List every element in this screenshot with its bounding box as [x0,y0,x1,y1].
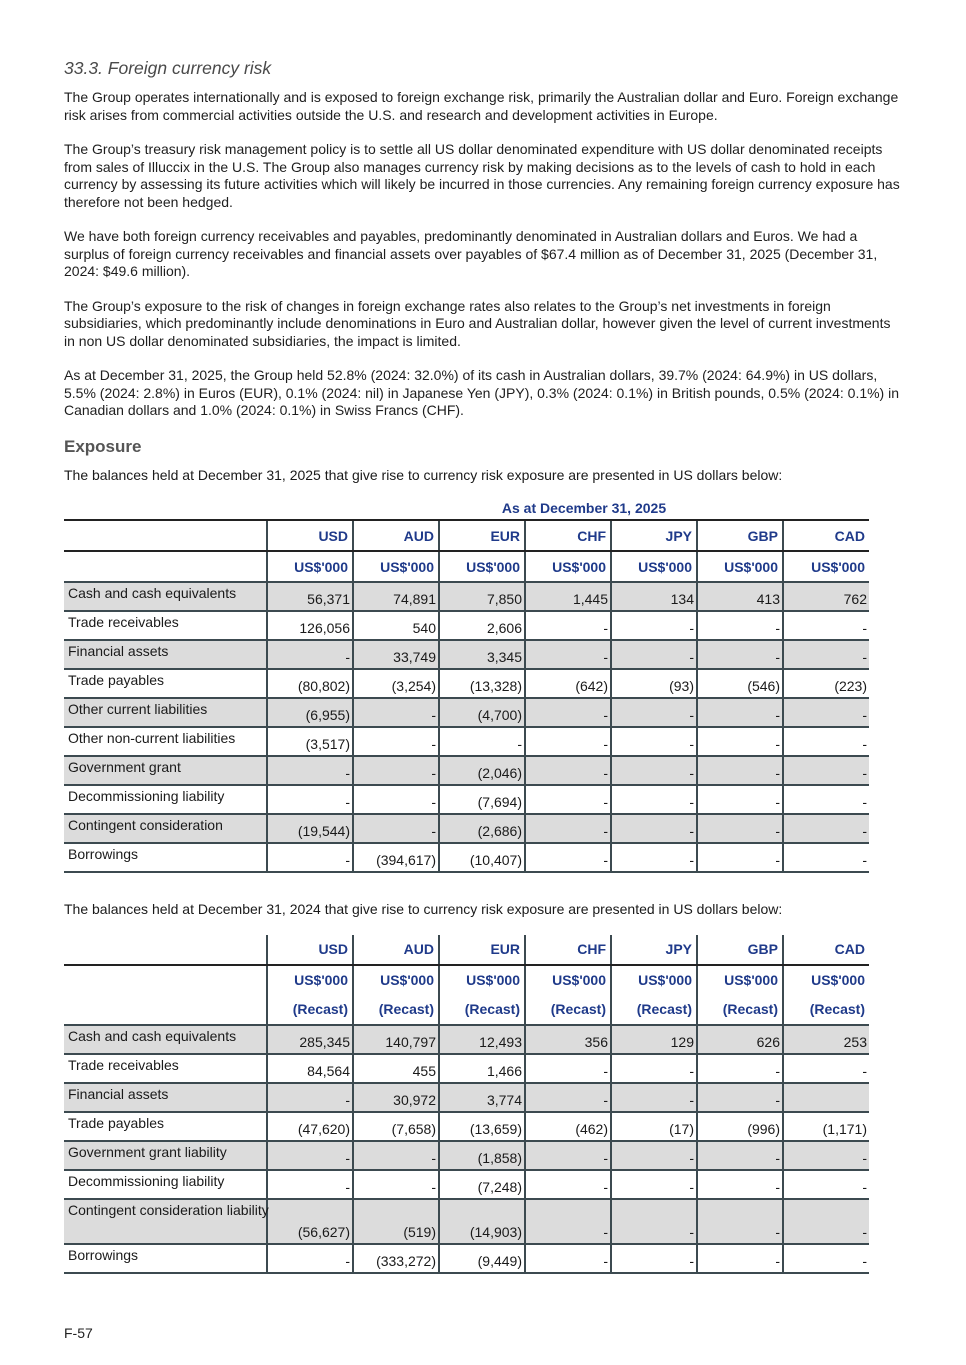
cell-usd: (47,620) [267,1112,353,1141]
table-row [64,814,869,843]
table-row [64,1170,869,1199]
column-header-currencies: AUD [353,935,439,965]
cell-aud: (7,658) [353,1112,439,1141]
row-label: Borrowings [64,843,267,872]
table-row [64,843,869,872]
paragraph-5: As at December 31, 2025, the Group held 52.8% (2024: 32.0%) of its cash in Australian dollars, 39.7% (2024: 64.9%) in US dollars, 5.5% (2024: 2.8%) in Euros (EUR), 0.1% (2024: nil) in Japanese Yen (JPY), 0.3% (2024: 0.1%) in British pounds, 0.5% (2024: 0.1%) in Canadian dollars and 1.0% (2024: 0.1%) in Swiss Francs (CHF). [64,367,900,418]
document-page [64,58,904,1274]
row-label: Financial assets [64,1083,267,1112]
cell-aud: - [353,785,439,814]
table-row [64,669,869,698]
table-header-row [64,551,869,582]
column-header-currencies: USD [267,935,353,965]
column-header-currencies: GBP [697,935,783,965]
column-header-units: US$'000 [439,551,525,582]
cell-chf: - [525,640,611,669]
cell-gbp: 413 [697,582,783,611]
cell-chf: - [525,1199,611,1244]
cell-gbp: - [697,1141,783,1170]
cell-gbp: - [697,1054,783,1083]
cell-eur: 2,606 [439,611,525,640]
cell-cad: - [783,814,869,843]
page-number: F-57 [64,1325,93,1341]
column-header-currencies: CAD [783,520,869,551]
cell-usd: 126,056 [267,611,353,640]
cell-eur: (2,046) [439,756,525,785]
cell-cad: - [783,727,869,756]
cell-gbp: - [697,785,783,814]
column-header-currencies: JPY [611,935,697,965]
header-blank-cell [64,520,267,551]
table-header-row [64,965,869,995]
cell-chf: - [525,698,611,727]
cell-usd: - [267,1170,353,1199]
cell-jpy: - [611,1083,697,1112]
cell-aud: 455 [353,1054,439,1083]
column-header-currencies: GBP [697,520,783,551]
column-header-currencies: CHF [525,520,611,551]
cell-gbp: (546) [697,669,783,698]
cell-jpy: - [611,785,697,814]
cell-gbp: - [697,1244,783,1273]
cell-usd: (6,955) [267,698,353,727]
cell-jpy: (17) [611,1112,697,1141]
table-row [64,1141,869,1170]
cell-jpy: - [611,727,697,756]
cell-jpy: - [611,1199,697,1244]
table-row [64,785,869,814]
cell-gbp: - [697,640,783,669]
cell-cad: - [783,1244,869,1273]
cell-eur: (9,449) [439,1244,525,1273]
cell-jpy: 129 [611,1025,697,1054]
cell-aud: - [353,1170,439,1199]
section-title: 33.3. Foreign currency risk [64,58,272,78]
cell-cad: - [783,1199,869,1244]
cell-gbp: 626 [697,1025,783,1054]
paragraph-3: We have both foreign currency receivables and payables, predominantly denominated in Australian dollars and Euros. We had a surplus of foreign currency receivables and financial assets over payables of $67.4 million as of December 31, 2025 (December 31, 2024: $49.6 million). [64,228,878,279]
cell-eur: (2,686) [439,814,525,843]
cell-gbp: - [697,1170,783,1199]
row-label: Decommissioning liability [64,785,267,814]
table-row [64,1083,869,1112]
cell-aud: (394,617) [353,843,439,872]
column-header-units: US$'000 [611,965,697,995]
table-row [64,1244,869,1273]
exposure-table-2025 [64,519,869,873]
header-blank-cell [64,935,267,965]
cell-jpy: - [611,756,697,785]
cell-aud: - [353,698,439,727]
row-label: Trade payables [64,669,267,698]
paragraph-2: The Group’s treasury risk management policy is to settle all US dollar denominated expenditure with US dollar denominated receipts from sales of Illuccix in the U.S. The Group also manages currency risk by making decisions as to the levels of cash to hold in each currency by assessing its future activities which will likely be incurred in those currencies. Any remaining foreign currency exposure has therefore not been hedged. [64,141,900,210]
cell-gbp: - [697,698,783,727]
cell-usd: (80,802) [267,669,353,698]
cell-usd: 84,564 [267,1054,353,1083]
column-header-units: US$'000 [697,551,783,582]
cell-usd: - [267,1083,353,1112]
cell-aud: 540 [353,611,439,640]
column-header-recast: (Recast) [611,995,697,1025]
row-label: Financial assets [64,640,267,669]
row-label: Contingent consideration [64,814,267,843]
cell-aud: 33,749 [353,640,439,669]
cell-eur: (7,694) [439,785,525,814]
cell-chf: - [525,1083,611,1112]
cell-usd: (56,627) [267,1199,353,1244]
column-header-units: US$'000 [353,965,439,995]
cell-jpy: - [611,843,697,872]
cell-chf: - [525,814,611,843]
table-header-row [64,520,869,551]
cell-gbp: - [697,1199,783,1244]
cell-chf: - [525,1170,611,1199]
cell-usd: - [267,756,353,785]
column-header-recast: (Recast) [353,995,439,1025]
cell-eur: (13,659) [439,1112,525,1141]
cell-gbp: - [697,756,783,785]
cell-aud: - [353,727,439,756]
table-row [64,1112,869,1141]
cell-eur: (14,903) [439,1199,525,1244]
column-header-currencies: CAD [783,935,869,965]
cell-gbp: - [697,1083,783,1112]
column-header-units: US$'000 [353,551,439,582]
header-blank-cell [64,965,267,995]
cell-gbp: - [697,727,783,756]
cell-usd: - [267,640,353,669]
column-header-units: US$'000 [525,551,611,582]
exposure-intro-2024: The balances held at December 31, 2024 that give rise to currency risk exposure are presented in US dollars below: [64,901,783,917]
cell-chf: - [525,756,611,785]
table-row [64,640,869,669]
cell-chf: (642) [525,669,611,698]
row-label: Cash and cash equivalents [64,1025,267,1054]
cell-usd: (3,517) [267,727,353,756]
cell-eur: (1,858) [439,1141,525,1170]
cell-cad: - [783,611,869,640]
cell-eur: 3,774 [439,1083,525,1112]
cell-aud: (519) [353,1199,439,1244]
table-header-row [64,995,869,1025]
cell-cad [783,1083,869,1112]
row-label: Contingent consideration liability [64,1199,267,1244]
cell-chf: - [525,727,611,756]
cell-gbp: - [697,814,783,843]
cell-usd: - [267,1141,353,1170]
cell-cad: - [783,785,869,814]
cell-gbp: (996) [697,1112,783,1141]
cell-eur: (7,248) [439,1170,525,1199]
column-header-currencies: EUR [439,935,525,965]
cell-cad: - [783,843,869,872]
row-label: Cash and cash equivalents [64,582,267,611]
cell-aud: 74,891 [353,582,439,611]
cell-usd: 56,371 [267,582,353,611]
cell-chf: - [525,611,611,640]
cell-chf: 1,445 [525,582,611,611]
table-row [64,756,869,785]
row-label: Government grant liability [64,1141,267,1170]
row-label: Trade receivables [64,611,267,640]
cell-cad: - [783,698,869,727]
cell-jpy: - [611,698,697,727]
header-blank-cell [64,995,267,1025]
cell-jpy: - [611,814,697,843]
cell-eur: (10,407) [439,843,525,872]
cell-jpy: - [611,640,697,669]
table-row [64,582,869,611]
table-row [64,1025,869,1054]
column-header-units: US$'000 [611,551,697,582]
cell-cad: - [783,640,869,669]
cell-aud: 30,972 [353,1083,439,1112]
cell-chf: - [525,843,611,872]
paragraph-1: The Group operates internationally and is exposed to foreign exchange risk, primarily the Australian dollar and Euro. Foreign exchange risk arises from commercial activities outside the U.S. and research and development activities in Europe. [64,89,899,123]
cell-chf: (462) [525,1112,611,1141]
cell-usd: - [267,1244,353,1273]
cell-usd: (19,544) [267,814,353,843]
cell-cad: 253 [783,1025,869,1054]
column-header-currencies: JPY [611,520,697,551]
table-row [64,1054,869,1083]
column-header-units: US$'000 [267,965,353,995]
row-label: Other current liabilities [64,698,267,727]
column-header-currencies: AUD [353,520,439,551]
column-header-currencies: CHF [525,935,611,965]
exposure-intro-2025: The balances held at December 31, 2025 that give rise to currency risk exposure are presented in US dollars below: [64,466,783,483]
column-header-units: US$'000 [697,965,783,995]
column-header-recast: (Recast) [525,995,611,1025]
cell-gbp: - [697,611,783,640]
cell-cad: (223) [783,669,869,698]
row-label: Government grant [64,756,267,785]
cell-eur: 3,345 [439,640,525,669]
cell-chf: - [525,1244,611,1273]
cell-jpy: - [611,1170,697,1199]
table-2025-wrapper [64,500,904,873]
column-header-units: US$'000 [439,965,525,995]
cell-aud: 140,797 [353,1025,439,1054]
table-header-row [64,935,869,965]
column-header-units: US$'000 [525,965,611,995]
row-label: Borrowings [64,1244,267,1273]
column-header-currencies: EUR [439,520,525,551]
cell-chf: - [525,1141,611,1170]
exposure-heading: Exposure [64,436,142,456]
cell-cad: (1,171) [783,1112,869,1141]
column-header-units: US$'000 [783,965,869,995]
column-header-currencies: USD [267,520,353,551]
cell-jpy: - [611,611,697,640]
cell-eur: (4,700) [439,698,525,727]
cell-jpy: (93) [611,669,697,698]
row-label: Other non-current liabilities [64,727,267,756]
cell-aud: (333,272) [353,1244,439,1273]
cell-aud: - [353,1141,439,1170]
column-header-units: US$'000 [783,551,869,582]
cell-jpy: - [611,1244,697,1273]
table-row [64,698,869,727]
table-row [64,727,869,756]
cell-gbp: - [697,843,783,872]
cell-eur: - [439,727,525,756]
cell-jpy: - [611,1141,697,1170]
cell-aud: - [353,756,439,785]
cell-cad: - [783,1170,869,1199]
row-label: Decommissioning liability [64,1170,267,1199]
cell-cad: 762 [783,582,869,611]
cell-aud: (3,254) [353,669,439,698]
column-header-units: US$'000 [267,551,353,582]
exposure-table-2024 [64,935,869,1274]
row-label: Trade payables [64,1112,267,1141]
cell-jpy: 134 [611,582,697,611]
table-2025-caption: As at December 31, 2025 [501,500,667,516]
column-header-recast: (Recast) [267,995,353,1025]
cell-chf: - [525,1054,611,1083]
cell-cad: - [783,1054,869,1083]
cell-eur: (13,328) [439,669,525,698]
table-row [64,1199,869,1244]
cell-jpy: - [611,1054,697,1083]
column-header-recast: (Recast) [783,995,869,1025]
cell-usd: - [267,785,353,814]
column-header-recast: (Recast) [439,995,525,1025]
cell-usd: 285,345 [267,1025,353,1054]
cell-chf: 356 [525,1025,611,1054]
paragraph-4: The Group’s exposure to the risk of changes in foreign exchange rates also relates to the Group’s net investments in foreign subsidiaries, which predominantly include denominations in Euro and Australian dollar, however given the level of current investments in non US dollar denominated subsidiaries, the impact is limited. [64,297,891,349]
cell-chf: - [525,785,611,814]
cell-cad: - [783,756,869,785]
cell-aud: - [353,814,439,843]
cell-eur: 12,493 [439,1025,525,1054]
header-blank-cell [64,551,267,582]
cell-usd: - [267,843,353,872]
row-label: Trade receivables [64,1054,267,1083]
cell-eur: 1,466 [439,1054,525,1083]
cell-cad: - [783,1141,869,1170]
table-row [64,611,869,640]
column-header-recast: (Recast) [697,995,783,1025]
cell-eur: 7,850 [439,582,525,611]
